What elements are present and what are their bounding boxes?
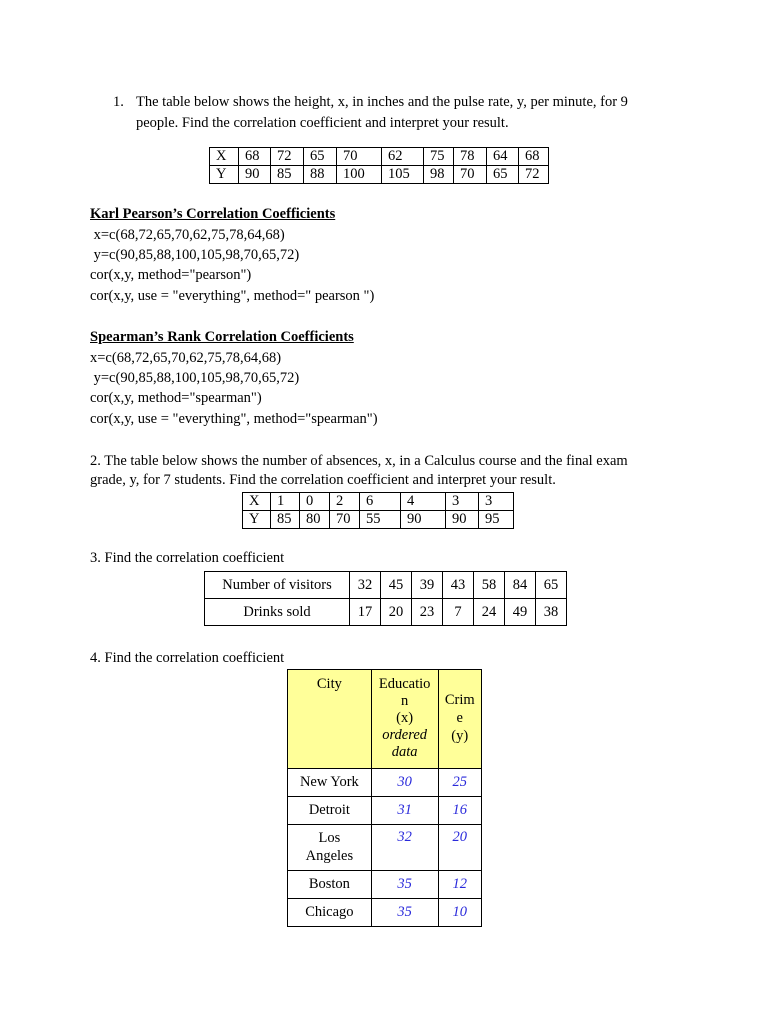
value-cell: 3 xyxy=(479,493,514,511)
q4-header-row xyxy=(288,670,482,769)
value-cell: 55 xyxy=(360,511,401,529)
value-cell: 85 xyxy=(271,511,300,529)
pearson-code-line: cor(x,y, use = "everything", method=" pearson ") xyxy=(90,288,375,304)
value-cell: 38 xyxy=(536,599,567,626)
row-label-cell: Y xyxy=(210,166,239,184)
pearson-code-line: cor(x,y, method="pearson") xyxy=(90,267,252,283)
value-cell: 58 xyxy=(474,572,505,599)
value-cell: 95 xyxy=(479,511,514,529)
q4-y-cell: 25 xyxy=(438,769,481,797)
q1-text-line2: people. Find the correlation coefficient and interpret your result. xyxy=(136,115,509,131)
value-cell: 17 xyxy=(350,599,381,626)
q4-header-education: Educatio n (x) ordered data xyxy=(371,670,438,769)
value-cell: 23 xyxy=(412,599,443,626)
q4-city-cell: Los Angeles xyxy=(288,825,372,871)
value-cell: 90 xyxy=(446,511,479,529)
q4-text: 4. Find the correlation coefficient xyxy=(90,650,285,666)
spearman-code-line: cor(x,y, use = "everything", method="spearman") xyxy=(90,411,378,427)
value-cell: 70 xyxy=(454,166,487,184)
row-label-cell: Y xyxy=(243,511,271,529)
value-cell: 65 xyxy=(304,148,337,166)
q4-y-cell: 20 xyxy=(438,825,481,871)
value-cell: 75 xyxy=(424,148,454,166)
value-cell: 90 xyxy=(239,166,271,184)
value-cell: 43 xyxy=(443,572,474,599)
row-label-cell: Drinks sold xyxy=(205,599,350,626)
value-cell: 88 xyxy=(304,166,337,184)
q4-city-cell: Detroit xyxy=(288,797,372,825)
value-cell: 85 xyxy=(271,166,304,184)
value-cell: 1 xyxy=(271,493,300,511)
table-row xyxy=(205,572,567,599)
q4-y-cell: 10 xyxy=(438,899,481,927)
q4-x-cell: 35 xyxy=(371,899,438,927)
q4-x-cell: 35 xyxy=(371,871,438,899)
q2-text-line1: 2. The table below shows the number of absences, x, in a Calculus course and the final exam xyxy=(90,453,628,469)
value-cell: 49 xyxy=(505,599,536,626)
q4-x-cell: 30 xyxy=(371,769,438,797)
q1-data-table xyxy=(209,147,549,184)
value-cell: 72 xyxy=(271,148,304,166)
q1-text-line1: The table below shows the height, x, in inches and the pulse rate, y, per minute, for 9 xyxy=(136,94,628,110)
table-row xyxy=(205,599,567,626)
q3-data-table xyxy=(204,571,567,626)
value-cell: 0 xyxy=(300,493,330,511)
q2-data-table xyxy=(242,492,514,529)
table-row xyxy=(288,797,482,825)
value-cell: 72 xyxy=(519,166,549,184)
value-cell: 3 xyxy=(446,493,479,511)
q4-y-cell: 16 xyxy=(438,797,481,825)
value-cell: 4 xyxy=(401,493,446,511)
table-row xyxy=(210,148,549,166)
value-cell: 6 xyxy=(360,493,401,511)
value-cell: 90 xyxy=(401,511,446,529)
value-cell: 32 xyxy=(350,572,381,599)
value-cell: 70 xyxy=(330,511,360,529)
value-cell: 100 xyxy=(337,166,382,184)
value-cell: 20 xyxy=(381,599,412,626)
pearson-heading: Karl Pearson’s Correlation Coefficients xyxy=(90,206,336,222)
value-cell: 45 xyxy=(381,572,412,599)
value-cell: 70 xyxy=(337,148,382,166)
value-cell: 68 xyxy=(239,148,271,166)
table-row xyxy=(288,871,482,899)
q4-header-city: City xyxy=(288,670,372,769)
table-row xyxy=(210,166,549,184)
row-label-cell: Number of visitors xyxy=(205,572,350,599)
value-cell: 24 xyxy=(474,599,505,626)
table-row xyxy=(243,511,514,529)
table-row xyxy=(288,899,482,927)
row-label-cell: X xyxy=(243,493,271,511)
value-cell: 2 xyxy=(330,493,360,511)
value-cell: 105 xyxy=(382,166,424,184)
value-cell: 39 xyxy=(412,572,443,599)
q4-x-cell: 32 xyxy=(371,825,438,871)
value-cell: 98 xyxy=(424,166,454,184)
value-cell: 62 xyxy=(382,148,424,166)
value-cell: 65 xyxy=(487,166,519,184)
value-cell: 68 xyxy=(519,148,549,166)
q4-y-cell: 12 xyxy=(438,871,481,899)
table-row xyxy=(288,769,482,797)
q1-number: 1. xyxy=(113,94,124,110)
spearman-heading: Spearman’s Rank Correlation Coefficients xyxy=(90,329,354,345)
value-cell: 64 xyxy=(487,148,519,166)
value-cell: 7 xyxy=(443,599,474,626)
spearman-code-line: x=c(68,72,65,70,62,75,78,64,68) xyxy=(90,350,282,366)
pearson-code-line: y=c(90,85,88,100,105,98,70,65,72) xyxy=(90,247,300,263)
q4-city-cell: New York xyxy=(288,769,372,797)
q4-city-cell: Chicago xyxy=(288,899,372,927)
row-label-cell: X xyxy=(210,148,239,166)
q4-city-cell: Boston xyxy=(288,871,372,899)
q4-header-crime: Crim e (y) xyxy=(438,670,481,769)
pearson-code-line: x=c(68,72,65,70,62,75,78,64,68) xyxy=(90,227,285,243)
spearman-code-line: y=c(90,85,88,100,105,98,70,65,72) xyxy=(90,370,300,386)
table-row xyxy=(288,825,482,871)
q4-x-cell: 31 xyxy=(371,797,438,825)
value-cell: 65 xyxy=(536,572,567,599)
spearman-code-line: cor(x,y, method="spearman") xyxy=(90,390,262,406)
q3-text: 3. Find the correlation coefficient xyxy=(90,550,285,566)
q4-data-table xyxy=(287,669,482,927)
value-cell: 84 xyxy=(505,572,536,599)
value-cell: 78 xyxy=(454,148,487,166)
table-row xyxy=(243,493,514,511)
q2-text-line2: grade, y, for 7 students. Find the correlation coefficient and interpret your result. xyxy=(90,472,556,488)
value-cell: 80 xyxy=(300,511,330,529)
